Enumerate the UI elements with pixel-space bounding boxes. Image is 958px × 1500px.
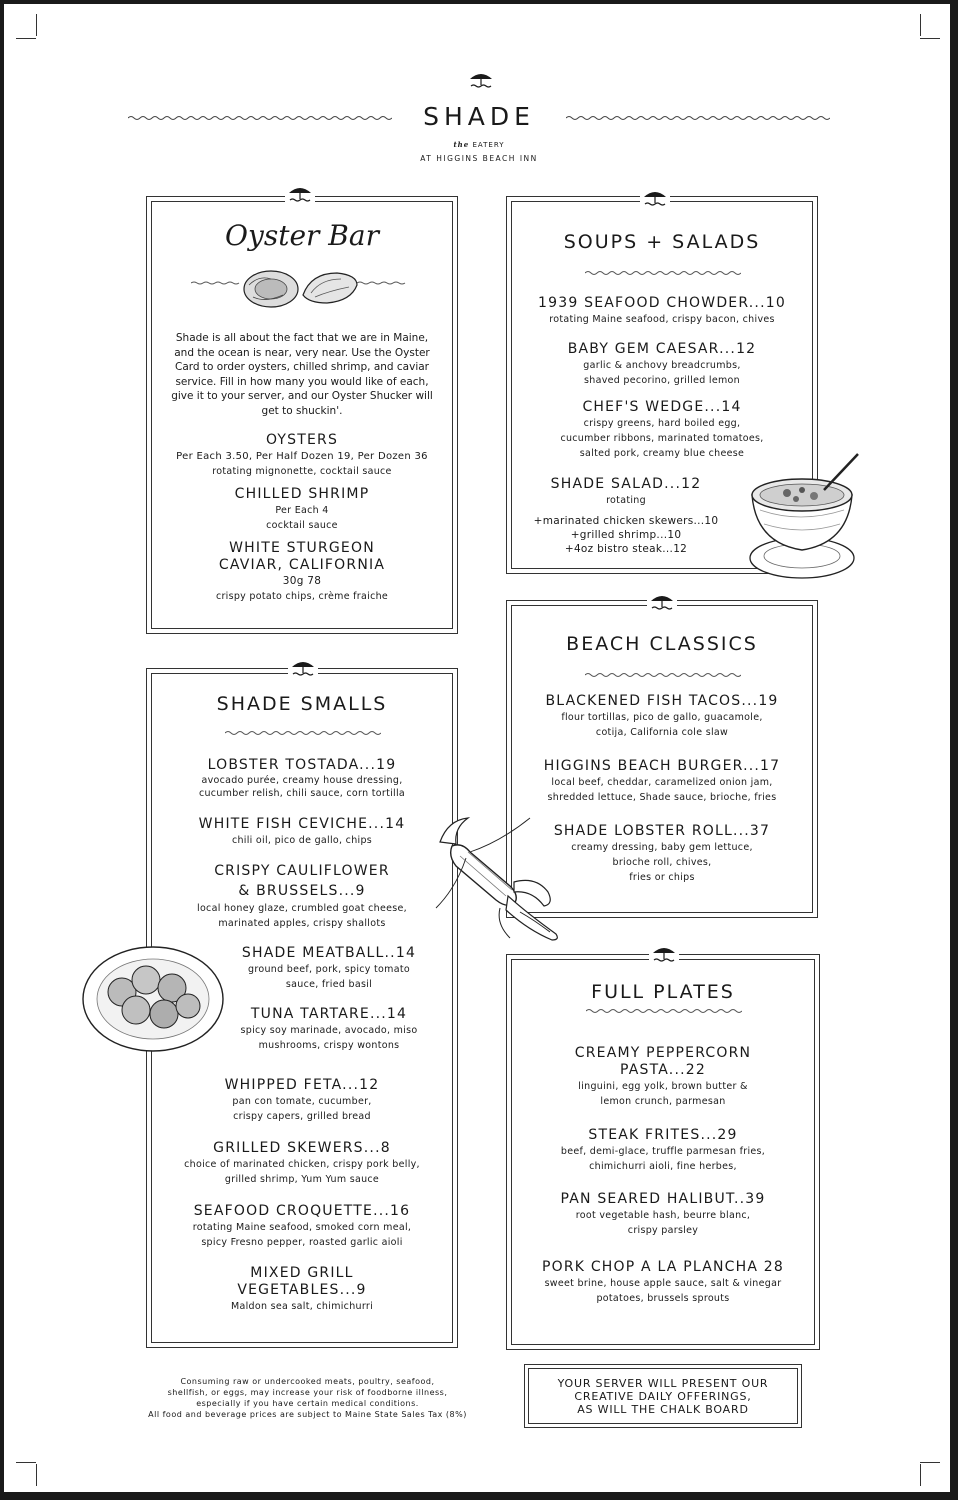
item-desc: local beef, cheddar, caramelized onion jam, (551, 777, 773, 788)
disclaimer-line: All food and beverage prices are subject to Maine State Sales Tax (8%) (148, 1410, 467, 1419)
item-desc: shaved pecorino, grilled lemon (584, 375, 740, 386)
item-name: BLACKENED FISH TACOS...19 (545, 693, 779, 709)
item-name: CAVIAR, CALIFORNIA (218, 557, 386, 573)
item-desc: rotating mignonette, cocktail sauce (212, 466, 392, 477)
item-name: WHITE STURGEON (229, 540, 375, 556)
addon-list (471, 514, 781, 556)
item-name: PAN SEARED HALIBUT..39 (560, 1191, 766, 1207)
item-desc: chimichurri aioli, fine herbes, (589, 1161, 737, 1172)
item-desc: spicy soy marinade, avocado, miso (240, 1025, 418, 1036)
menu-item (147, 816, 457, 848)
item-name: HIGGINS BEACH BURGER...17 (543, 758, 781, 774)
item-desc: crispy parsley (627, 1225, 699, 1236)
beach-umbrella-icon (466, 70, 496, 90)
full-plates-panel (506, 954, 820, 1350)
item-name: STEAK FRITES...29 (588, 1127, 738, 1143)
brand-location: AT HIGGINS BEACH INN (420, 154, 538, 163)
beach-umbrella-icon (288, 658, 318, 678)
brand-subtitle (0, 140, 958, 149)
item-name: 1939 SEAFOOD CHOWDER...10 (538, 295, 786, 311)
beach-umbrella-icon (649, 944, 679, 964)
item-desc: cotija, California cole slaw (595, 727, 729, 738)
item-name: BABY GEM CAESAR...12 (567, 341, 757, 357)
item-desc: mushrooms, crispy wontons (258, 1040, 400, 1051)
beach-umbrella-icon (285, 184, 315, 204)
item-name: CREAMY PEPPERCORN (574, 1045, 752, 1061)
item-desc: fries or chips (629, 872, 695, 883)
item-desc: salted pork, creamy blue cheese (579, 448, 745, 459)
title-wave (586, 1007, 742, 1015)
menu-item (147, 1203, 457, 1250)
item-name: SEAFOOD CROQUETTE...16 (193, 1203, 411, 1219)
item-name: PORK CHOP A LA PLANCHA 28 (542, 1259, 784, 1275)
crop-mark (920, 38, 940, 39)
item-name: SHADE LOBSTER ROLL...37 (553, 823, 771, 839)
title-wave (585, 269, 741, 277)
crop-mark (920, 1462, 940, 1463)
menu-item (147, 540, 457, 604)
title-wave (225, 729, 381, 737)
crop-mark (920, 14, 921, 36)
item-name: WHITE FISH CEVICHE...14 (198, 816, 406, 832)
item-desc: grilled shrimp, Yum Yum sauce (224, 1174, 380, 1185)
item-desc: lemon crunch, parmesan (600, 1096, 726, 1107)
menu-item (507, 1259, 819, 1306)
crop-mark (16, 1462, 36, 1463)
addon-item: +marinated chicken skewers...10 (533, 515, 719, 527)
item-desc: crispy greens, hard boiled egg, (583, 418, 741, 429)
menu-item (147, 486, 457, 533)
item-desc: spicy Fresno pepper, roasted garlic aioli (201, 1237, 403, 1248)
item-desc: rotating (606, 495, 646, 506)
item-name: LOBSTER TOSTADA...19 (207, 757, 397, 773)
item-desc: brioche roll, chives, (612, 857, 712, 868)
beach-classics-title: BEACH CLASSICS (566, 633, 758, 655)
notice-line: CREATIVE DAILY OFFERINGS, (574, 1389, 752, 1403)
item-desc: crispy potato chips, crème fraiche (215, 591, 389, 602)
menu-item (147, 1077, 457, 1124)
menu-item (507, 1127, 819, 1174)
menu-item (507, 1045, 819, 1109)
menu-item (507, 693, 817, 740)
menu-item (507, 758, 817, 805)
item-desc: flour tortillas, pico de gallo, guacamole, (561, 712, 763, 723)
crop-mark (36, 14, 37, 36)
crop-mark (920, 1464, 921, 1486)
item-desc: rotating Maine seafood, smoked corn meal, (192, 1222, 412, 1233)
item-desc: garlic & anchovy breadcrumbs, (583, 360, 741, 371)
item-desc: cucumber relish, chili sauce, corn tortilla (198, 788, 406, 799)
title-wave (585, 671, 741, 679)
item-name: CHEF'S WEDGE...14 (582, 399, 742, 415)
item-desc: Per Each 3.50, Per Half Dozen 19, Per Dozen 36 (176, 451, 428, 462)
full-plates-title: FULL PLATES (591, 981, 735, 1003)
daily-offerings-notice (524, 1364, 802, 1428)
crop-mark (16, 38, 36, 39)
allergy-disclaimer (110, 1376, 505, 1420)
crop-mark (36, 1464, 37, 1486)
item-name: GRILLED SKEWERS...8 (213, 1140, 391, 1156)
item-desc: chili oil, pico de gallo, chips (231, 835, 373, 846)
disclaimer-line: Consuming raw or undercooked meats, poultry, seafood, (180, 1377, 435, 1386)
menu-item (507, 295, 817, 327)
menu-item (147, 861, 457, 931)
disclaimer-line: especially if you have certain medical conditions. (196, 1399, 419, 1408)
item-desc: local honey glaze, crumbled goat cheese, (197, 903, 407, 914)
item-desc: Per Each 4 (275, 505, 329, 516)
item-desc: creamy dressing, baby gem lettuce, (571, 842, 753, 853)
menu-item (471, 476, 781, 508)
menu-item (147, 1265, 457, 1314)
menu-item (507, 1191, 819, 1238)
beach-umbrella-icon (640, 188, 670, 208)
lobster-illustration (430, 812, 560, 948)
addon-item: +grilled shrimp...10 (570, 529, 682, 541)
item-name: TUNA TARTARE...14 (250, 1006, 408, 1022)
notice-line: AS WILL THE CHALK BOARD (577, 1402, 749, 1416)
item-desc: choice of marinated chicken, crispy pork belly, (184, 1159, 420, 1170)
soup-bowl-illustration (742, 450, 872, 585)
notice-line: YOUR SERVER WILL PRESENT OUR (557, 1376, 769, 1390)
item-desc: root vegetable hash, beurre blanc, (575, 1210, 751, 1221)
item-name: SHADE MEATBALL..14 (241, 945, 417, 961)
item-desc: cucumber ribbons, marinated tomatoes, (560, 433, 764, 444)
beach-umbrella-icon (647, 592, 677, 612)
brand-name: SHADE (423, 102, 535, 131)
item-name: OYSTERS (265, 432, 339, 448)
item-desc: Maldon sea salt, chimichurri (230, 1301, 374, 1312)
item-desc: linguini, egg yolk, brown butter & (578, 1081, 748, 1092)
item-name: WHIPPED FETA...12 (224, 1077, 380, 1093)
item-name: PASTA...22 (620, 1062, 706, 1078)
item-desc: 30g 78 (282, 575, 322, 587)
item-desc: marinated apples, crispy shallots (218, 918, 386, 929)
item-name: CHILLED SHRIMP (234, 486, 370, 502)
shade-smalls-title: SHADE SMALLS (216, 693, 388, 715)
menu-item (507, 341, 817, 388)
item-desc: ground beef, pork, spicy tomato (248, 964, 410, 975)
soups-salads-title: SOUPS + SALADS (563, 231, 761, 253)
item-desc: pan con tomate, cucumber, (232, 1096, 372, 1107)
item-desc: crispy capers, grilled bread (233, 1111, 371, 1122)
item-desc: potatoes, brussels sprouts (596, 1293, 730, 1304)
item-desc: avocado purée, creamy house dressing, (201, 775, 403, 786)
item-desc: rotating Maine seafood, crispy bacon, chives (549, 314, 775, 325)
item-desc: shredded lettuce, Shade sauce, brioche, fries (547, 792, 777, 803)
item-name: & BRUSSELS...9 (238, 883, 366, 899)
oyster-bar-title: Oyster Bar (225, 219, 379, 252)
addon-item: +4oz bistro steak...12 (564, 543, 688, 555)
meatball-plate-illustration (80, 944, 226, 1054)
disclaimer-line: shellfish, or eggs, may increase your risk of foodborne illness, (167, 1388, 448, 1397)
brand-sub-the: the (453, 140, 470, 149)
item-desc: sweet brine, house apple sauce, salt & vinegar (544, 1278, 782, 1289)
item-desc: cocktail sauce (266, 520, 338, 531)
menu-item (147, 1140, 457, 1187)
item-name: MIXED GRILL (250, 1265, 354, 1281)
oyster-bar-intro: Shade is all about the fact that we are in Maine, and the ocean is near, very near. Use the Oyster Card to order oysters, chilled shrimp, and caviar service. Fill in how many you would like of each, give it to your server, and our Oyster Shucker will get to shuckin'. (171, 332, 433, 417)
item-name: CRISPY CAULIFLOWER (214, 863, 390, 879)
oyster-illustration (191, 265, 413, 311)
item-name: VEGETABLES...9 (237, 1282, 367, 1298)
item-name: SHADE SALAD...12 (550, 476, 702, 492)
oyster-bar-panel (146, 196, 458, 634)
brand-sub-eatery: EATERY (472, 141, 505, 149)
menu-item (147, 432, 457, 479)
item-desc: beef, demi-glace, truffle parmesan fries, (560, 1146, 766, 1157)
menu-item (147, 757, 457, 800)
item-desc: sauce, fried basil (285, 979, 373, 990)
